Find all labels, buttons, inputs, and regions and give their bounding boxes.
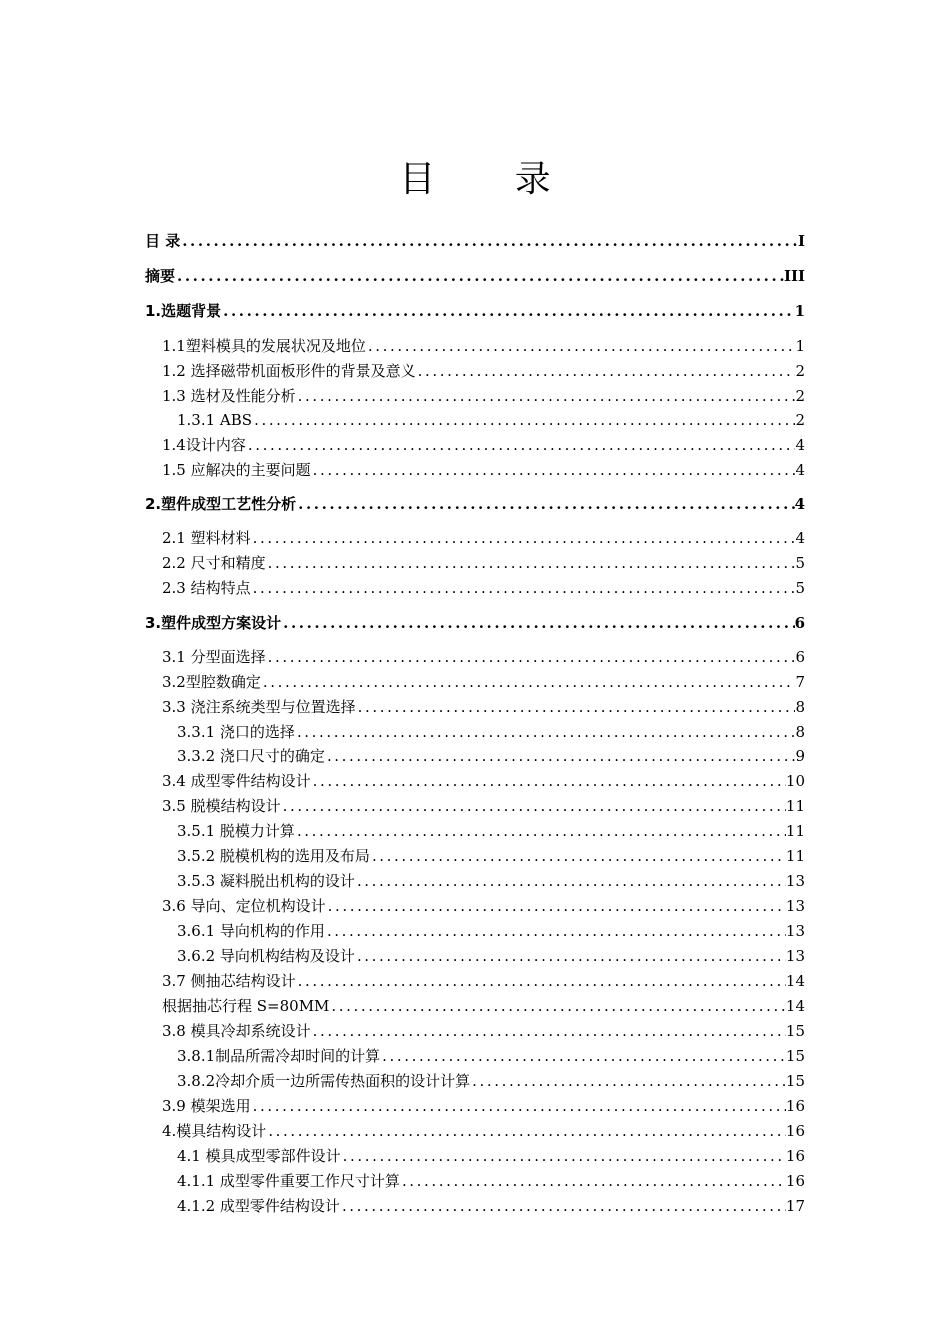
toc-entry[interactable] <box>162 770 805 792</box>
toc-leader-dots <box>261 671 796 693</box>
toc-entry-title: 4.1.1 成型零件重要工作尺寸计算 <box>177 1172 400 1190</box>
toc-entry-title: 2.1 塑料材料 <box>162 529 251 547</box>
toc-entry-title: 3.7 侧抽芯结构设计 <box>162 972 296 990</box>
toc-entry[interactable] <box>162 1095 805 1117</box>
toc-entry-title: 3.2型腔数确定 <box>162 673 261 691</box>
toc-entry-title: 3.8.1制品所需冷却时间的计算 <box>177 1047 381 1065</box>
toc-leader-dots <box>266 552 796 574</box>
toc-leader-dots <box>251 577 796 599</box>
toc-entry-title: 1.选题背景 <box>145 302 222 320</box>
toc-leader-dots <box>329 995 785 1017</box>
toc-entry-title: 3.3 浇注系统类型与位置选择 <box>162 698 356 716</box>
toc-entry-page: 6 <box>795 648 805 666</box>
toc-leader-dots <box>380 1045 786 1067</box>
toc-leader-dots <box>251 527 796 549</box>
toc-entry[interactable] <box>177 1070 805 1092</box>
toc-leader-dots <box>311 770 786 792</box>
toc-entry-title: 2.3 结构特点 <box>162 579 251 597</box>
toc-entry[interactable] <box>162 1020 805 1042</box>
toc-entry-page: 4 <box>795 529 805 547</box>
toc-leader-dots <box>281 795 786 817</box>
toc-entry[interactable] <box>162 696 805 718</box>
toc-entry-title: 1.4设计内容 <box>162 436 246 454</box>
toc-entry[interactable] <box>162 895 805 917</box>
toc-entry[interactable] <box>162 360 805 382</box>
toc-entry[interactable] <box>177 745 805 767</box>
toc-entry-page: 6 <box>794 614 805 632</box>
toc-leader-dots <box>266 1120 786 1142</box>
toc-entry[interactable] <box>177 870 805 892</box>
toc-leader-dots <box>180 230 798 252</box>
toc-entry-page: 11 <box>785 797 805 815</box>
toc-entry[interactable] <box>145 230 805 252</box>
toc-entry[interactable] <box>162 385 805 407</box>
toc-entry[interactable] <box>145 300 805 322</box>
toc-entry-page: 16 <box>785 1172 805 1190</box>
toc-entry-page: III <box>783 267 805 285</box>
toc-leader-dots <box>400 1170 786 1192</box>
toc-entry-title: 3.5.1 脱模力计算 <box>177 822 295 840</box>
toc-entry-page: 13 <box>785 897 805 915</box>
toc-entry[interactable] <box>177 845 805 867</box>
toc-entry-title: 1.5 应解决的主要问题 <box>162 461 311 479</box>
toc-entry-page: 4 <box>795 436 805 454</box>
toc-entry-title: 目 录 <box>145 232 181 250</box>
toc-entry[interactable] <box>177 1145 805 1167</box>
toc-entry-title: 4.模具结构设计 <box>162 1122 267 1140</box>
toc-entry-title: 4.1.2 成型零件结构设计 <box>177 1197 340 1215</box>
toc-entry-page: 11 <box>785 822 805 840</box>
toc-entry-title: 3.3.2 浇口尺寸的确定 <box>177 747 325 765</box>
toc-entry-page: 8 <box>795 698 805 716</box>
toc-entry-title: 3.5 脱模结构设计 <box>162 797 281 815</box>
toc-entry-page: 16 <box>785 1147 805 1165</box>
toc-entry[interactable] <box>162 335 805 357</box>
toc-entry-page: 16 <box>785 1122 805 1140</box>
toc-entry[interactable] <box>177 820 805 842</box>
toc-leader-dots <box>281 612 794 634</box>
toc-leader-dots <box>356 696 796 718</box>
toc-leader-dots <box>251 1095 786 1117</box>
toc-entry-page: 17 <box>785 1197 805 1215</box>
toc-entry-page: 14 <box>785 997 805 1015</box>
toc-entry-title: 3.塑件成型方案设计 <box>145 614 282 632</box>
toc-entry-title: 3.5.3 凝料脱出机构的设计 <box>177 872 355 890</box>
toc-entry-page: 4 <box>794 495 805 513</box>
toc-entry-page: 2 <box>795 387 805 405</box>
toc-entry-title: 3.8.2冷却介质一边所需传热面积的设计计算 <box>177 1072 471 1090</box>
toc-entry-title: 3.9 模架选用 <box>162 1097 251 1115</box>
toc-entry-page: 5 <box>795 579 805 597</box>
toc-leader-dots <box>416 360 796 382</box>
toc-entry[interactable] <box>145 265 805 287</box>
toc-leader-dots <box>325 745 796 767</box>
toc-entry-title: 1.2 选择磁带机面板形件的背景及意义 <box>162 362 416 380</box>
toc-leader-dots <box>295 820 786 842</box>
toc-entry[interactable] <box>162 459 805 481</box>
toc-entry[interactable] <box>177 945 805 967</box>
toc-entry-title: 1.3 选材及性能分析 <box>162 387 296 405</box>
toc-leader-dots <box>296 970 786 992</box>
toc-entry[interactable] <box>177 721 805 743</box>
toc-entry-page: 5 <box>795 554 805 572</box>
toc-entry-page: I <box>797 232 805 250</box>
toc-leader-dots <box>246 434 796 456</box>
toc-entry[interactable] <box>162 671 805 693</box>
toc-entry-page: 15 <box>785 1022 805 1040</box>
toc-entry-title: 1.1塑料模具的发展状况及地位 <box>162 337 366 355</box>
toc-leader-dots <box>355 870 786 892</box>
toc-entry-title: 4.1 模具成型零部件设计 <box>177 1147 341 1165</box>
toc-entry[interactable] <box>162 995 805 1017</box>
toc-entry-page: 13 <box>785 922 805 940</box>
toc-leader-dots <box>266 646 796 668</box>
toc-entry-title: 3.6.2 导向机构结构及设计 <box>177 947 355 965</box>
toc-entry[interactable] <box>177 1170 805 1192</box>
page-title: 目 录 <box>399 159 585 200</box>
toc-entry-title: 1.3.1 ABS <box>177 411 253 429</box>
toc-entry[interactable] <box>177 409 805 431</box>
toc-entry-page: 8 <box>795 723 805 741</box>
toc-entry[interactable] <box>162 970 805 992</box>
toc-leader-dots <box>252 409 795 431</box>
toc-leader-dots <box>366 335 796 357</box>
toc-leader-dots <box>340 1195 786 1217</box>
toc-entry-page: 2 <box>795 362 805 380</box>
toc-leader-dots <box>175 265 784 287</box>
toc-entry-title: 3.4 成型零件结构设计 <box>162 772 311 790</box>
toc-entry-title: 2.2 尺寸和精度 <box>162 554 266 572</box>
toc-entry-page: 11 <box>785 847 805 865</box>
toc-entry-title: 3.6.1 导向机构的作用 <box>177 922 325 940</box>
toc-entry-page: 7 <box>795 673 805 691</box>
toc-entry-page: 16 <box>785 1097 805 1115</box>
toc-leader-dots <box>326 895 786 917</box>
toc-entry[interactable] <box>145 493 805 515</box>
toc-entry[interactable] <box>162 1120 805 1142</box>
toc-leader-dots <box>296 385 796 407</box>
toc-entry[interactable] <box>162 646 805 668</box>
toc-leader-dots <box>355 945 786 967</box>
toc-entry[interactable] <box>162 552 805 574</box>
toc-entry-page: 10 <box>785 772 805 790</box>
toc-leader-dots <box>295 721 796 743</box>
toc-entry-title: 3.8 模具冷却系统设计 <box>162 1022 311 1040</box>
toc-entry-title: 3.1 分型面选择 <box>162 648 266 666</box>
toc-entry-title: 3.5.2 脱模机构的选用及布局 <box>177 847 370 865</box>
toc-leader-dots <box>311 459 796 481</box>
toc-entry-page: 13 <box>785 947 805 965</box>
toc-leader-dots <box>296 493 794 515</box>
toc-entry[interactable] <box>162 527 805 549</box>
toc-leader-dots <box>341 1145 786 1167</box>
toc-entry[interactable] <box>177 1195 805 1217</box>
toc-entry-page: 4 <box>795 461 805 479</box>
toc-leader-dots <box>325 920 786 942</box>
toc-leader-dots <box>311 1020 786 1042</box>
toc-entry-page: 15 <box>785 1047 805 1065</box>
toc-entry[interactable] <box>177 1045 805 1067</box>
toc-entry[interactable] <box>177 920 805 942</box>
toc-entry-page: 14 <box>785 972 805 990</box>
toc-entry-title: 根据抽芯行程 S=80MM <box>162 997 330 1015</box>
toc-entry-page: 1 <box>795 337 805 355</box>
toc-leader-dots <box>470 1070 786 1092</box>
toc-entry-title: 2.塑件成型工艺性分析 <box>145 495 297 513</box>
toc-entry-title: 摘要 <box>145 267 176 285</box>
toc-leader-dots <box>221 300 794 322</box>
toc-leader-dots <box>370 845 786 867</box>
toc-entry-page: 2 <box>795 411 805 429</box>
toc-entry[interactable] <box>145 612 805 634</box>
toc-entry-title: 3.6 导向、定位机构设计 <box>162 897 326 915</box>
toc-entry-page: 15 <box>785 1072 805 1090</box>
toc-entry[interactable] <box>162 434 805 456</box>
toc-entry-page: 9 <box>795 747 805 765</box>
toc-entry-page: 13 <box>785 872 805 890</box>
toc-entry[interactable] <box>162 577 805 599</box>
toc-entry[interactable] <box>162 795 805 817</box>
toc-entry-page: 1 <box>794 302 805 320</box>
toc-entry-title: 3.3.1 浇口的选择 <box>177 723 295 741</box>
